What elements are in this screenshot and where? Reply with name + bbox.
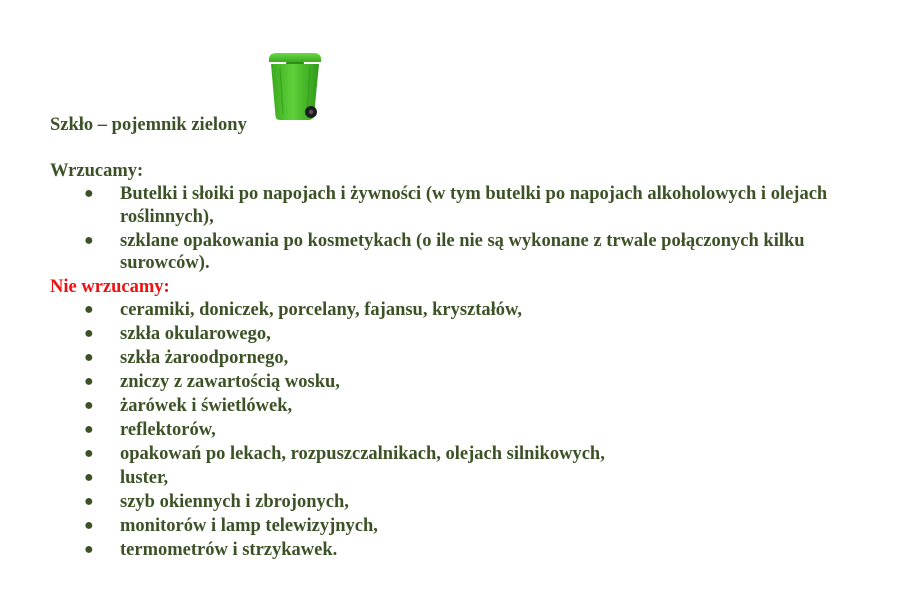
- bullet-icon: ●: [84, 517, 94, 534]
- list-item: ● żarówek i świetlówek,: [84, 396, 293, 416]
- list-item: ● zniczy z zawartością wosku,: [84, 372, 340, 392]
- list-item: ● szkła żaroodpornego,: [84, 348, 289, 368]
- bullet-icon: ●: [84, 325, 94, 342]
- list-item: ● reflektorów,: [84, 420, 216, 440]
- bullet-icon: ●: [84, 231, 94, 249]
- list-item: ● szkła okularowego,: [84, 324, 271, 344]
- bullet-icon: ●: [84, 185, 94, 202]
- list-item: ● luster,: [84, 468, 169, 488]
- page-title: Szkło – pojemnik zielony: [50, 115, 247, 135]
- list-item: ● opakowań po lekach, rozpuszczalnikach, olejach silnikowych,: [84, 444, 605, 464]
- list-item: ● monitorów i lamp telewizyjnych,: [84, 516, 378, 536]
- bullet-icon: ●: [84, 373, 94, 390]
- bullet-icon: ●: [84, 541, 94, 558]
- bullet-icon: ●: [84, 493, 94, 510]
- list-item: ● ceramiki, doniczek, porcelany, fajansu, kryształów,: [84, 300, 523, 320]
- accepted-list: [0, 183, 900, 276]
- bullet-icon: ●: [84, 397, 94, 414]
- list-item: ● szklane opakowania po kosmetykach (o ile nie są wykonane z trwale połączonych kilku surowców).: [84, 230, 805, 273]
- bullet-icon: ●: [84, 445, 94, 462]
- bullet-icon: ●: [84, 421, 94, 438]
- rejected-list: [0, 299, 900, 563]
- bullet-icon: ●: [84, 301, 94, 318]
- bullet-icon: ●: [84, 349, 94, 366]
- bullet-icon: ●: [84, 469, 94, 486]
- list-item: ● szyb okiennych i zbrojonych,: [84, 492, 349, 512]
- list-item: ● Butelki i słoiki po napojach i żywności (w tym butelki po napojach alkoholowych i olejach roślinnych),: [84, 184, 828, 227]
- list-item: ● termometrów i strzykawek.: [84, 540, 338, 560]
- green-wheelie-bin-icon: [266, 52, 324, 122]
- accepted-heading: Wrzucamy:: [50, 161, 144, 181]
- rejected-heading: Nie wrzucamy:: [50, 277, 170, 297]
